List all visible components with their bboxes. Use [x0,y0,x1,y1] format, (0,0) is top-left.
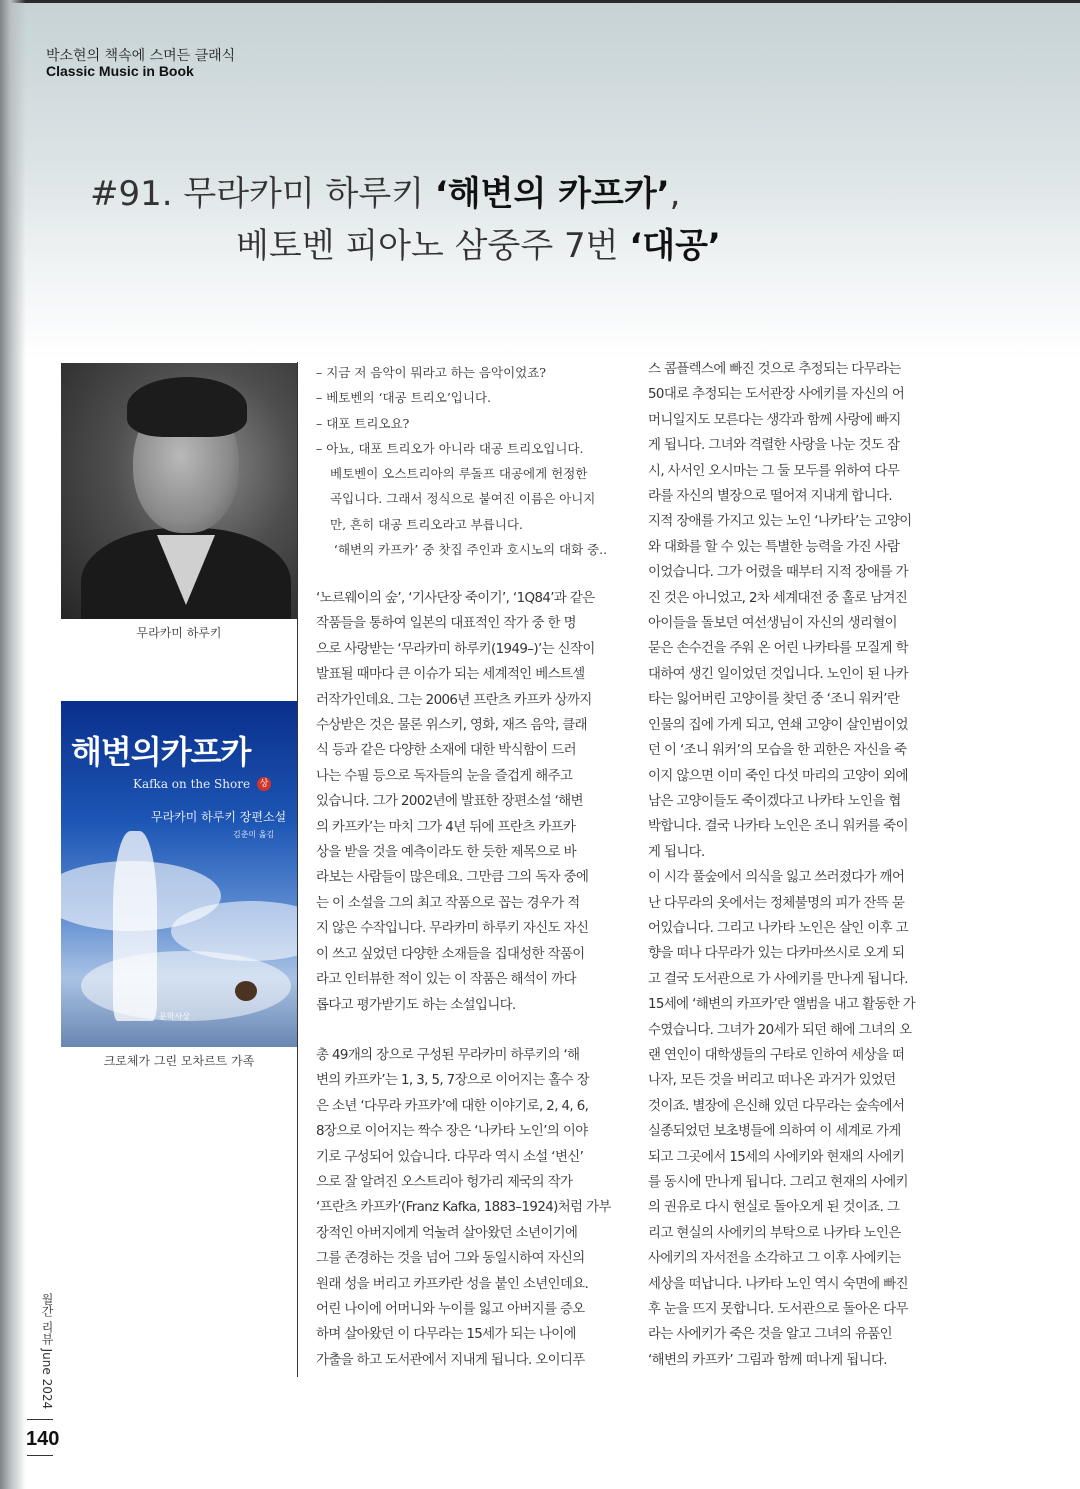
text-line: 이었습니다. 그가 어렸을 때부터 지적 장애를 가 [648,565,908,581]
column-divider [297,362,298,1377]
magazine-issue-label: 월간 리뷰 June 2024 [40,1293,54,1410]
body-paragraph-1 [316,586,612,1018]
article-title [90,168,721,272]
text-line: 묻은 손수건을 주워 온 어린 나카타를 모질게 학 [648,641,908,657]
book-cover-caption: 크로체가 그린 모차르트 가족 [103,1054,255,1068]
text-line: 향을 떠나 다무라가 있는 다카마쓰시로 오게 되 [648,946,905,962]
text-line: ‘프란츠 카프카’(Franz Kafka, 1883–1924)처럼 가부 [316,1200,611,1216]
book-cover-image [61,701,297,1047]
page-number-rule-top [27,1419,53,1420]
dialogue-line: – 지금 저 음악이 뭐라고 하는 음악이었죠? [316,365,546,380]
author-photo-caption: 무라카미 하루키 [136,626,222,640]
cover-publisher: 문학사상 [159,1012,190,1021]
text-line: 라보는 사람들이 많은데요. 그만큼 그의 독자 중에 [316,870,589,886]
text-line: 하며 살아왔던 이 다무라는 15세가 되는 나이에 [316,1327,576,1343]
page-number-rule-bottom [27,1455,53,1456]
text-line: 나는 수필 등으로 독자들의 눈을 즐겁게 해주고 [316,768,573,784]
text-line: 그를 존경하는 것을 넘어 그와 동일시하여 자신의 [316,1251,585,1267]
dialogue-line: 곡입니다. 그래서 정식으로 붙여진 이름은 아니지 [330,491,596,507]
body-paragraph-3 [648,357,934,1373]
text-line: 되고 그곳에서 15세의 사에키와 현재의 사에키 [648,1149,905,1165]
dialogue-line: – 아뇨, 대포 트리오가 아니라 대공 트리오입니다. [316,440,584,456]
cat-figure [235,981,257,1001]
dialogue-line: 베토벤이 오스트리아의 루돌프 대공에게 헌정한 [330,466,588,482]
text-line: 러작가인데요. 그는 2006년 프란츠 카프카 상까지 [316,692,592,708]
text-line: 수였습니다. 그녀가 20세가 되던 해에 그녀의 오 [648,1022,912,1038]
cover-subtitle: Kafka on the Shore [133,777,251,791]
text-line: 랜 연인이 대학생들의 구타로 인하여 세상을 떠 [648,1047,905,1063]
text-line: 사에키의 자서전을 소각하고 그 이후 사에키는 [648,1251,901,1267]
text-line: 어있습니다. 그리고 나카타 노인은 살인 이후 고 [648,920,908,936]
text-line: 작품들을 통하여 일본의 대표적인 작가 중 한 명 [316,616,576,632]
dialogue-line: – 대포 트리오요? [316,415,410,431]
text-line: 기로 구성되어 있습니다. 다무라 역시 소설 ‘변신’ [316,1149,584,1165]
text-line: 게 됩니다. 그녀와 격렬한 사랑을 나눈 것도 잠 [648,438,900,454]
text-line: 장적인 아버지에게 억눌려 살아왔던 소년이기에 [316,1225,578,1241]
text-line: 인물의 집에 가게 되고, 연쇄 고양이 살인범이었 [648,717,908,733]
text-line: 던 이 ‘조니 워커’의 모습을 한 괴한은 자신을 죽 [648,743,907,759]
title-line1: #91. 무라카미 하루키 ‘해변의 카프카’, [90,174,681,214]
text-line: 는 이 소설을 그의 최고 작품으로 꼽는 경우가 적 [316,895,580,911]
text-line: 세상을 떠납니다. 나카타 노인 역시 숙면에 빠진 [648,1276,908,1292]
title-line2: 베토벤 피아노 삼중주 7번 ‘대공’ [236,226,721,266]
text-line: 라고 인터뷰한 적이 있는 이 작품은 해석이 까다 [316,972,576,988]
text-line: 지적 장애를 가지고 있는 노인 ‘나카타’는 고양이 [648,514,912,530]
cover-volume-badge: 상 [257,777,271,791]
dialogue-quote [316,360,616,562]
text-line: 대하여 생긴 일이었던 것입니다. 노인이 된 나카 [648,666,908,682]
text-line: 있습니다. 그가 2002년에 발표한 장편소설 ‘해변 [316,794,583,810]
text-line: 으로 사랑받는 ‘무라카미 하루키(1949–)’는 신작이 [316,641,595,657]
text-line: 것이죠. 별장에 은신해 있던 다무라는 숲속에서 [648,1098,905,1114]
text-line: 이 쓰고 싶었던 다양한 소재들을 집대성한 작품이 [316,946,585,962]
text-line: 실종되었던 보초병들에 의하여 이 세계로 가게 [648,1124,901,1140]
text-line: 라는 사에키가 죽은 것을 알고 그녀의 유품인 [648,1327,892,1343]
text-line: 원래 성을 버리고 카프카란 성을 붙인 소년인데요. [316,1276,589,1292]
page-number: 140 [26,1428,60,1450]
text-line: 수상받은 것은 물론 위스키, 영화, 재즈 음악, 클래 [316,718,587,734]
text-line: 총 49개의 장으로 구성된 무라카미 하루키의 ‘해 [316,1048,580,1063]
cover-title: 해변의카프카 [71,733,251,771]
text-line: 를 동시에 만나게 됩니다. 그리고 현재의 사에키 [648,1175,908,1190]
text-line: 난 다무라의 옷에서는 정체불명의 피가 잔뜩 묻 [648,895,905,911]
text-line: 진 것은 아니었고, 2차 세계대전 중 홀로 남겨진 [648,590,908,606]
text-line: 후 눈을 뜨지 못합니다. 도서관으로 돌아온 다무 [648,1302,908,1318]
text-line: 은 소년 ‘다무라 카프카’에 대한 이야기로, 2, 4, 6, [316,1098,589,1114]
text-line: 변의 카프카’는 1, 3, 5, 7장으로 이어지는 홀수 장 [316,1073,589,1089]
text-line: 박합니다. 결국 나카타 노인은 조니 워커를 죽이 [648,819,908,835]
text-line: 가출을 하고 도서관에서 지내게 됩니다. 오이디푸 [316,1352,585,1368]
text-line: 스 콤플렉스에 빠진 것으로 추정되는 다무라는 [648,362,901,377]
text-line: 고 결국 도서관으로 가 사에키를 만나게 됩니다. [648,971,908,987]
text-line: 어린 나이에 어머니와 누이를 잃고 아버지를 증오 [316,1302,585,1318]
series-title-english: Classic Music in Book [46,63,194,79]
text-line: 지 않은 수작입니다. 무라카미 하루키 자신도 자신 [316,921,589,937]
text-line: 게 됩니다. [648,844,705,860]
text-line: 롭다고 평가받기도 하는 소설입니다. [316,997,516,1013]
text-line: 의 권유로 다시 현실로 돌아오게 된 것이죠. 그 [648,1200,900,1216]
text-line: 15세에 ‘해변의 카프카’란 앨범을 내고 활동한 가 [648,997,916,1013]
author-photo [61,363,297,619]
text-line: 와 대화를 할 수 있는 특별한 능력을 가진 사람 [648,539,900,555]
text-line: 시, 사서인 오시마는 그 둘 모두를 위하여 다무 [648,463,900,479]
text-line: 의 카프카’는 마치 그가 4년 뒤에 프란츠 카프카 [316,819,576,835]
text-line: 머니일지도 모른다는 생각과 함께 사랑에 빠지 [648,412,901,428]
spine-shadow [0,0,26,1489]
series-title-korean: 박소현의 책속에 스며든 클래식 [46,48,236,64]
text-line: ‘해변의 카프카’ 그림과 함께 떠나게 됩니다. [648,1352,887,1368]
text-line: 8장으로 이어지는 짝수 장은 ‘나카타 노인’의 이야 [316,1124,588,1140]
dialogue-line: 만, 흔히 대공 트리오라고 부릅니다. [330,516,523,532]
text-line: 상을 받을 것을 예측이라도 한 듯한 제목으로 바 [316,845,576,861]
dialogue-source: ‘해변의 카프카’ 중 찻집 주인과 호시노의 대화 중.. [334,542,608,558]
dialogue-line: – 베토벤의 ‘대공 트리오’입니다. [316,390,491,406]
text-line: 50대로 추정되는 도서관장 사에키를 자신의 어 [648,387,905,403]
text-line: 나자, 모든 것을 버리고 떠나온 과거가 있었던 [648,1073,896,1089]
text-line: 이지 않으면 이미 죽인 다섯 마리의 고양이 외에 [648,768,908,784]
cover-translator: 김춘미 옮김 [233,830,275,839]
text-line: 리고 현실의 사에키의 부탁으로 나카타 노인은 [648,1225,901,1241]
text-line: 타는 잃어버린 고양이를 찾던 중 ‘조니 워커’란 [648,692,900,708]
top-rule [0,0,1080,3]
text-line: ‘노르웨이의 숲’, ‘기사단장 죽이기’, ‘1Q84’과 같은 [316,591,595,606]
text-line: 으로 잘 알려진 오스트리아 헝가리 제국의 작가 [316,1175,573,1191]
silhouette-figure [113,831,157,1021]
body-paragraph-2 [316,1043,612,1373]
text-line: 식 등과 같은 다양한 소재에 대한 박식함이 드러 [316,743,576,759]
text-line: 이 시각 풀숲에서 의식을 잃고 쓰러졌다가 깨어 [648,870,905,886]
text-line: 발표될 때마다 큰 이슈가 되는 세계적인 베스트셀 [316,667,585,683]
text-line: 아이들을 돌보던 여선생님이 자신의 생리혈이 [648,616,897,632]
text-line: 라를 자신의 별장으로 떨어져 지내게 합니다. [648,489,892,505]
cover-author: 무라카미 하루키 장편소설 [151,810,287,824]
text-line: 남은 고양이들도 죽이겠다고 나카타 노인을 협 [648,793,901,809]
